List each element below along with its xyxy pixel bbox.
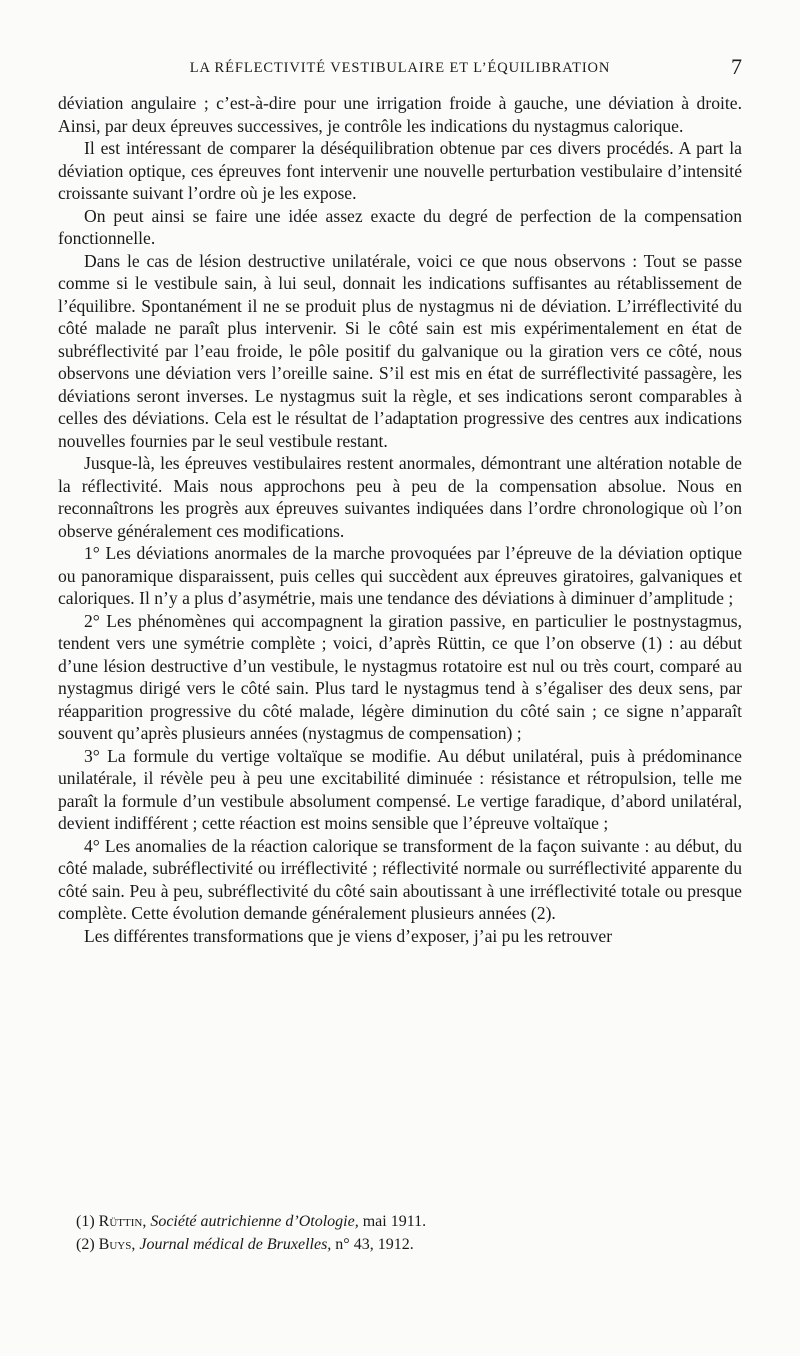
page-number: 7 [731,54,742,79]
footnote [76,1233,742,1256]
footnote-source: Société autrichienne d’Otologie, [150,1213,359,1230]
footnote-details: mai 1911. [362,1213,427,1230]
list-item: 3° La formule du vertige voltaïque se modifie. Au début unilatéral, puis à prédominance unilatérale, il révèle peu à peu une excitabilité diminuée : résistance et rétropulsion, telle me paraît la formule d’un vestibule absolument compensé. Le vertige faradique, d’abord unilatéral, devient indifférent ; cette réaction est moins sensible que l’épreuve voltaïque ; [58,745,742,833]
footnote-details: n° 43, 1912. [335,1236,414,1253]
page-header [58,54,742,82]
paragraph: Il est intéressant de comparer la déséquilibration obtenue par ces divers procédés. A part la déviation optique, ces épreuves font intervenir une nouvelle perturbation vestibulaire d’intensité croissante suivant l’ordre où je les expose. [58,138,742,203]
list-item: 4° Les anomalies de la réaction calorique se transforment de la façon suivante : au début, du côté malade, subréflectivité ou irréflectivité ; réflectivité normale ou surréflectivité apparente du côté sain. Peu à peu, subréflectivité du côté sain aboutissant à une irréflectivité totale ou presque complète. Cette évolution demande généralement plusieurs années (2). [58,835,742,923]
footnote-author: Buys, [98,1236,136,1253]
paragraph: Jusque-là, les épreuves vestibulaires restent anormales, démontrant une altération notable de la réflectivité. Mais nous approchons peu à peu de la compensation absolue. Nous en reconnaîtrons les progrès aux épreuves suivantes indiquées dans l’ordre chronologique où l’on observe généralement ces modifications. [58,453,742,541]
footnote-author: Rüttin, [98,1213,147,1230]
footnote-mark: (1) [76,1213,95,1230]
paragraph: On peut ainsi se faire une idée assez exacte du degré de perfection de la compensation fonctionnelle. [58,205,742,248]
list-item: 1° Les déviations anormales de la marche provoquées par l’épreuve de la déviation optique ou panoramique disparaissent, puis celles qui succèdent aux épreuves giratoires, galvaniques et caloriques. Il n’y a plus d’asymétrie, mais une tendance des déviations à diminuer d’amplitude ; [58,543,742,608]
footnote [76,1210,742,1233]
paragraph: Dans le cas de lésion destructive unilatérale, voici ce que nous observons : Tout se passe comme si le vestibule sain, à lui seul, donnait les indications suffisantes au rétablissement de l’équilibre. Spontanément il ne se produit plus de nystagmus ni de déviation. L’irréflectivité du côté malade ne paraît plus intervenir. Si le côté sain est mis expérimentalement en état de subréflectivité par l’eau froide, le pôle positif du galvanique ou la giration vers ce côté, nous observons une déviation vers l’oreille saine. S’il est mis en état de surréflectivité passagère, les déviations seront inverses. Le nystagmus suit la règle, et ses indications seront comparables à celles des déviations. Cela est le résultat de l’adaptation progressive des centres aux indications nouvelles fournies par le seul vestibule restant. [58,250,742,451]
body-text [58,92,742,947]
paragraph: Les différentes transformations que je viens d’exposer, j’ai pu les retrouver [84,925,613,946]
footnote-source: Journal médical de Bruxelles, [139,1236,332,1253]
footnotes [76,1210,742,1256]
list-item: 2° Les phénomènes qui accompagnent la giration passive, en particulier le postnystagmus, tendent vers une symétrie complète ; voici, d’après Rüttin, ce que l’on observe (1) : au début d’une lésion destructive d’un vestibule, le nystagmus rotatoire est nul ou très court, comparé au nystagmus dirigé vers le côté sain. Plus tard le nystagmus tend à s’égaliser des deux sens, par réapparition progressive du côté malade, légère diminution du côté sain ; ce signe n’apparaît souvent qu’après plusieurs années (nystagmus de compensation) ; [58,610,742,743]
running-title: LA RÉFLECTIVITÉ VESTIBULAIRE ET L’ÉQUILIBRATION [189,60,611,76]
footnote-mark: (2) [76,1236,95,1253]
paragraph: déviation angulaire ; c’est-à-dire pour une irrigation froide à gauche, une déviation à droite. Ainsi, par deux épreuves successives, je contrôle les indications du nystagmus calorique. [58,93,742,136]
